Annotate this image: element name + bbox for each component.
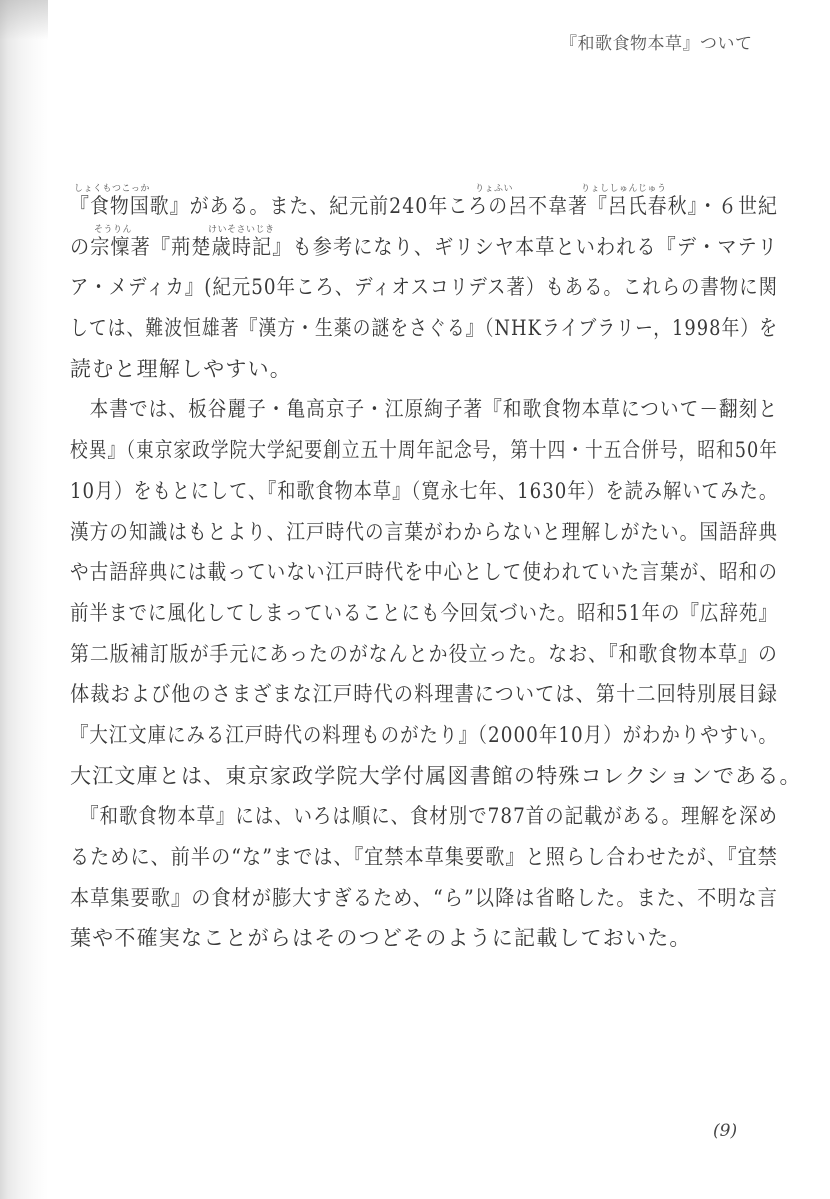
text-line bbox=[70, 349, 780, 390]
line-text: 『食物国歌』がある。また、紀元前240年ころの呂不韋著『呂氏春秋』・６世紀 bbox=[70, 194, 779, 218]
line-text: 大江文庫とは、東京家政学院大学付属図書館の特殊コレクションである。 bbox=[70, 763, 802, 788]
page-number: (9) bbox=[713, 1121, 738, 1141]
running-header: 『和歌食物本草』ついて bbox=[560, 34, 753, 54]
line-text: るために、前半の“な”までは、『宜禁本草集要歌』と照らし合わせたが、『宜禁 bbox=[70, 845, 778, 869]
line-text: 本草集要歌』の食材が膨大すぎるため、“ら”以降は省略した。また、不明な言 bbox=[70, 885, 778, 910]
ruby-reading: しょくもつこっか bbox=[74, 184, 150, 194]
ruby-reading: りょししゅんじゅう bbox=[581, 184, 667, 194]
line-text: 前半までに風化してしまっていることにも今回気づいた。昭和51年の『広辞苑』 bbox=[70, 600, 779, 625]
scan-corner-shadow bbox=[0, 0, 48, 40]
line-text: の宗懍著『荊楚歳時記』も参考になり、ギリシヤ本草といわれる『デ・マテリ bbox=[70, 234, 779, 259]
line-text: 体裁および他のさまざまな江戸時代の料理書については、第十二回特別展目録 bbox=[70, 682, 779, 707]
line-text: 本書では、板谷麗子・亀高京子・江原絢子著『和歌食物本草について－翻刻と bbox=[70, 397, 779, 422]
line-text: 『大江文庫にみる江戸時代の料理ものがたり』（2000年10月）がわかりやすい。 bbox=[70, 722, 778, 747]
text-line bbox=[70, 756, 802, 797]
text-line bbox=[70, 715, 780, 756]
text-line bbox=[70, 389, 780, 430]
line-text: しては、難波恒雄著『漢方・生薬の謎をさぐる』（NHKライブラリー，1998年）を bbox=[70, 316, 779, 341]
line-text: 校異』（東京家政学院大学紀要創立五十周年記念号，第十四・十五合併号，昭和50年 bbox=[70, 438, 778, 463]
line-text: 『和歌食物本草』には、いろは順に、食材別で787首の記載がある。理解を深め bbox=[70, 804, 779, 829]
line-text: 読むと理解しやすい。 bbox=[70, 356, 292, 381]
text-line bbox=[70, 634, 780, 675]
text-line bbox=[70, 308, 780, 349]
line-text: や古語辞典には載っていない江戸時代を中心として使われていた言葉が、昭和の bbox=[70, 560, 779, 585]
text-line bbox=[70, 267, 780, 308]
text-line bbox=[70, 878, 780, 919]
line-text: 漢方の知識はもとより、江戸時代の言葉がわからないと理解しがたい。国語辞典 bbox=[70, 519, 779, 544]
text-line bbox=[70, 186, 780, 227]
text-line bbox=[70, 552, 780, 593]
text-line bbox=[70, 224, 780, 268]
text-line bbox=[70, 796, 780, 837]
ruby-reading: そうりん bbox=[94, 224, 133, 235]
text-line bbox=[70, 593, 780, 634]
ruby-reading: けいそさいじき bbox=[208, 224, 275, 235]
body-text bbox=[70, 184, 802, 959]
text-line bbox=[70, 471, 780, 512]
text-line bbox=[70, 918, 780, 959]
text-line bbox=[70, 674, 780, 715]
text-line bbox=[70, 837, 780, 878]
line-text: 葉や不確実なことがらはそのつどそのように記載しておいた。 bbox=[70, 926, 692, 951]
text-line bbox=[70, 430, 780, 471]
ruby-reading: りょふい bbox=[475, 184, 514, 194]
line-text: 第二版補訂版が手元にあったのがなんとか役立った。なお、『和歌食物本草』の bbox=[70, 641, 778, 666]
line-text: ア・メディカ』(紀元50年ころ、ディオスコリデス著）もある。これらの書物に関 bbox=[70, 275, 778, 300]
scan-binding-shadow bbox=[0, 0, 48, 1199]
line-text: 10月）をもとにして、『和歌食物本草』（寛永七年、1630年）を読み解いてみた。 bbox=[70, 478, 778, 503]
text-line bbox=[70, 512, 780, 553]
